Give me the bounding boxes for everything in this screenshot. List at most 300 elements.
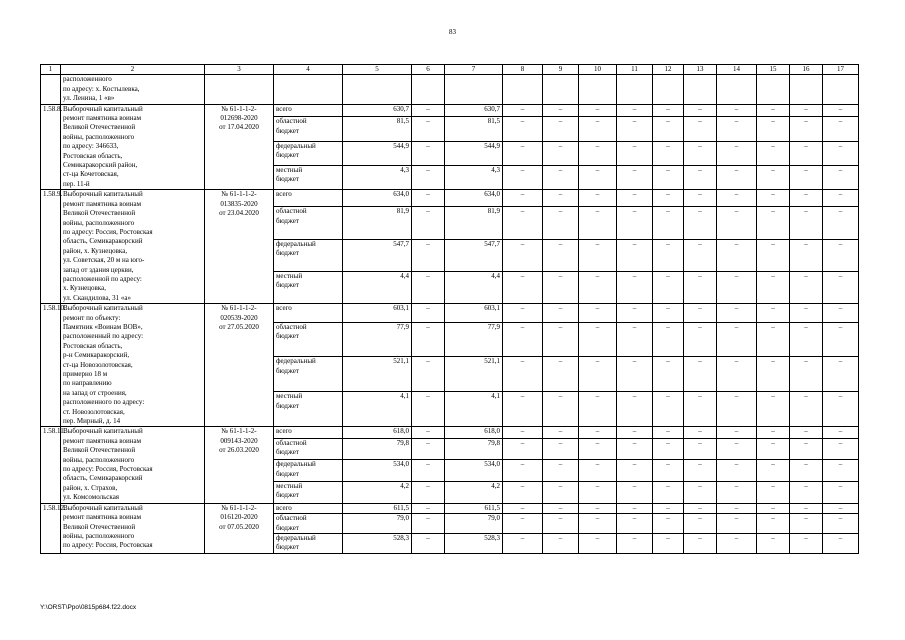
amount-year: 603,1 <box>445 304 503 322</box>
dash-cell: – <box>579 392 617 427</box>
funding-source: федеральный бюджет <box>274 357 343 392</box>
dash-cell: – <box>653 533 684 553</box>
dash-cell: – <box>717 190 757 207</box>
dash-cell: – <box>579 427 617 438</box>
dash-cell: – <box>617 438 653 460</box>
dash-cell: – <box>543 165 579 189</box>
dash-cell: – <box>684 141 717 165</box>
amount-total: 630,7 <box>343 104 412 117</box>
dash-cell: – <box>412 392 445 427</box>
dash-cell: – <box>543 357 579 392</box>
dash-cell: – <box>684 438 717 460</box>
amount-total: 4,4 <box>343 271 412 303</box>
dash-cell: – <box>653 304 684 322</box>
column-number: 15 <box>757 65 790 75</box>
amount-year: 630,7 <box>445 104 503 117</box>
dash-cell: – <box>717 322 757 357</box>
amount-total: 79,0 <box>343 514 412 534</box>
dash-cell: – <box>503 357 543 392</box>
dash-cell: – <box>653 141 684 165</box>
dash-cell: – <box>412 141 445 165</box>
dash-cell: – <box>684 165 717 189</box>
dash-cell: – <box>757 190 790 207</box>
funding-source: областной бюджет <box>274 514 343 534</box>
dash-cell: – <box>790 482 823 504</box>
dash-cell: – <box>823 438 859 460</box>
dash-cell: – <box>617 357 653 392</box>
dash-cell: – <box>684 117 717 141</box>
amount-total: 634,0 <box>343 190 412 207</box>
dash-cell: – <box>790 207 823 239</box>
dash-cell: – <box>653 503 684 513</box>
dash-cell: – <box>790 239 823 271</box>
column-number: 10 <box>579 65 617 75</box>
dash-cell: – <box>790 322 823 357</box>
continuation-row <box>41 75 859 104</box>
dash-cell: – <box>503 438 543 460</box>
item-document: № 61-1-1-2- 016120-2020 от 07.05.2020 <box>205 503 274 553</box>
amount-total: 603,1 <box>343 304 412 322</box>
dash-cell: – <box>684 503 717 513</box>
amount-total: 528,3 <box>343 533 412 553</box>
dash-cell: – <box>543 141 579 165</box>
column-number: 7 <box>445 65 503 75</box>
dash-cell: – <box>717 438 757 460</box>
dash-cell: – <box>617 117 653 141</box>
column-number: 6 <box>412 65 445 75</box>
amount-year: 618,0 <box>445 427 503 438</box>
column-number: 3 <box>205 65 274 75</box>
dash-cell: – <box>653 165 684 189</box>
dash-cell: – <box>790 117 823 141</box>
dash-cell: – <box>757 207 790 239</box>
dash-cell: – <box>503 117 543 141</box>
dash-cell: – <box>617 533 653 553</box>
amount-year: 81,5 <box>445 117 503 141</box>
item-description: Выборочный капитальный ремонт памятника воинам Великой Отечественной войны, расположенного по адресу: Россия, Ростовская область, Семикаракорский район, х. Страхов, ул. Комсомольская <box>61 427 205 503</box>
dash-cell: – <box>503 533 543 553</box>
dash-cell: – <box>579 514 617 534</box>
dash-cell: – <box>412 190 445 207</box>
dash-cell: – <box>653 239 684 271</box>
amount-year: 544,9 <box>445 141 503 165</box>
dash-cell: – <box>823 427 859 438</box>
dash-cell: – <box>412 104 445 117</box>
dash-cell: – <box>717 357 757 392</box>
dash-cell: – <box>579 271 617 303</box>
dash-cell: – <box>684 322 717 357</box>
amount-year: 611,5 <box>445 503 503 513</box>
dash-cell: – <box>503 104 543 117</box>
amount-year: 547,7 <box>445 239 503 271</box>
dash-cell: – <box>684 207 717 239</box>
dash-cell: – <box>790 503 823 513</box>
item-number: 1.58.10. <box>41 304 61 427</box>
item-document: № 61-1-1-2- 020539-2020 от 27.05.2020 <box>205 304 274 427</box>
amount-year: 4,2 <box>445 482 503 504</box>
dash-cell: – <box>757 533 790 553</box>
dash-cell: – <box>543 271 579 303</box>
item-number: 1.58.11. <box>41 427 61 503</box>
dash-cell: – <box>757 104 790 117</box>
dash-cell: – <box>684 427 717 438</box>
dash-cell: – <box>503 141 543 165</box>
dash-cell: – <box>617 392 653 427</box>
funding-source: федеральный бюджет <box>274 239 343 271</box>
dash-cell: – <box>617 482 653 504</box>
dash-cell: – <box>503 392 543 427</box>
funding-source: местный бюджет <box>274 392 343 427</box>
dash-cell: – <box>543 460 579 482</box>
amount-total: 79,8 <box>343 438 412 460</box>
dash-cell: – <box>717 165 757 189</box>
dash-cell: – <box>757 460 790 482</box>
dash-cell: – <box>653 392 684 427</box>
dash-cell: – <box>653 117 684 141</box>
dash-cell: – <box>617 190 653 207</box>
amount-total: 81,9 <box>343 207 412 239</box>
dash-cell: – <box>412 117 445 141</box>
dash-cell: – <box>790 304 823 322</box>
dash-cell: – <box>617 271 653 303</box>
table-row <box>41 190 859 207</box>
dash-cell: – <box>543 503 579 513</box>
amount-year: 4,1 <box>445 392 503 427</box>
dash-cell: – <box>653 438 684 460</box>
dash-cell: – <box>579 165 617 189</box>
dash-cell: – <box>684 104 717 117</box>
dash-cell: – <box>503 207 543 239</box>
dash-cell: – <box>823 482 859 504</box>
dash-cell: – <box>412 438 445 460</box>
dash-cell: – <box>757 427 790 438</box>
dash-cell: – <box>790 460 823 482</box>
dash-cell: – <box>757 482 790 504</box>
dash-cell: – <box>617 165 653 189</box>
funding-source: всего <box>274 503 343 513</box>
funding-source: всего <box>274 304 343 322</box>
dash-cell: – <box>790 533 823 553</box>
amount-year: 528,3 <box>445 533 503 553</box>
funding-source: областной бюджет <box>274 207 343 239</box>
dash-cell: – <box>503 165 543 189</box>
table-row <box>41 503 859 513</box>
dash-cell: – <box>617 427 653 438</box>
dash-cell: – <box>717 460 757 482</box>
dash-cell: – <box>543 392 579 427</box>
column-number: 16 <box>790 65 823 75</box>
amount-year: 77,9 <box>445 322 503 357</box>
item-description: Выборочный капитальный ремонт по объекту: Памятник «Воинам ВОВ», расположенный по адресу: Ростовская область, р-н Семикаракорский, ст-ца Новозолотовская, примерно 18 м по направлению на запад от строения, расположенного по адресу: ст. Новозолотовская, пер. Мирный, д. 14 <box>61 304 205 427</box>
page-number: 83 <box>449 28 456 36</box>
dash-cell: – <box>579 239 617 271</box>
dash-cell: – <box>412 165 445 189</box>
dash-cell: – <box>717 141 757 165</box>
dash-cell: – <box>579 190 617 207</box>
amount-year: 4,3 <box>445 165 503 189</box>
dash-cell: – <box>412 357 445 392</box>
dash-cell: – <box>823 503 859 513</box>
dash-cell: – <box>717 427 757 438</box>
dash-cell: – <box>757 271 790 303</box>
dash-cell: – <box>790 392 823 427</box>
dash-cell: – <box>412 322 445 357</box>
dash-cell: – <box>757 141 790 165</box>
amount-total: 81,5 <box>343 117 412 141</box>
dash-cell: – <box>823 104 859 117</box>
dash-cell: – <box>617 304 653 322</box>
dash-cell: – <box>684 392 717 427</box>
dash-cell: – <box>503 460 543 482</box>
dash-cell: – <box>684 482 717 504</box>
amount-year: 634,0 <box>445 190 503 207</box>
dash-cell: – <box>823 239 859 271</box>
funding-source: всего <box>274 190 343 207</box>
amount-total: 4,3 <box>343 165 412 189</box>
funding-source: федеральный бюджет <box>274 141 343 165</box>
funding-source: областной бюджет <box>274 322 343 357</box>
dash-cell: – <box>823 190 859 207</box>
dash-cell: – <box>823 460 859 482</box>
column-number: 14 <box>717 65 757 75</box>
amount-year: 4,4 <box>445 271 503 303</box>
column-number: 4 <box>274 65 343 75</box>
dash-cell: – <box>543 104 579 117</box>
dash-cell: – <box>757 514 790 534</box>
dash-cell: – <box>717 482 757 504</box>
funding-source: местный бюджет <box>274 271 343 303</box>
dash-cell: – <box>412 427 445 438</box>
dash-cell: – <box>412 460 445 482</box>
dash-cell: – <box>503 271 543 303</box>
dash-cell: – <box>412 503 445 513</box>
dash-cell: – <box>684 514 717 534</box>
dash-cell: – <box>412 482 445 504</box>
dash-cell: – <box>543 427 579 438</box>
column-number: 17 <box>823 65 859 75</box>
dash-cell: – <box>790 438 823 460</box>
amount-total: 4,2 <box>343 482 412 504</box>
dash-cell: – <box>653 427 684 438</box>
dash-cell: – <box>503 190 543 207</box>
dash-cell: – <box>543 482 579 504</box>
item-document: № 61-1-1-2- 009143-2020 от 26.03.2020 <box>205 427 274 503</box>
column-number: 1 <box>41 65 61 75</box>
item-document: № 61-1-1-2- 013835-2020 от 23.04.2020 <box>205 190 274 304</box>
dash-cell: – <box>412 271 445 303</box>
dash-cell: – <box>757 503 790 513</box>
dash-cell: – <box>684 533 717 553</box>
dash-cell: – <box>412 207 445 239</box>
dash-cell: – <box>579 117 617 141</box>
dash-cell: – <box>790 165 823 189</box>
dash-cell: – <box>412 239 445 271</box>
dash-cell: – <box>717 271 757 303</box>
dash-cell: – <box>757 357 790 392</box>
funding-source: областной бюджет <box>274 117 343 141</box>
dash-cell: – <box>617 460 653 482</box>
dash-cell: – <box>653 190 684 207</box>
dash-cell: – <box>684 357 717 392</box>
amount-total: 521,1 <box>343 357 412 392</box>
dash-cell: – <box>503 239 543 271</box>
column-number: 9 <box>543 65 579 75</box>
dash-cell: – <box>503 482 543 504</box>
dash-cell: – <box>684 271 717 303</box>
dash-cell: – <box>823 165 859 189</box>
dash-cell: – <box>717 503 757 513</box>
dash-cell: – <box>823 514 859 534</box>
dash-cell: – <box>757 239 790 271</box>
dash-cell: – <box>653 271 684 303</box>
dash-cell: – <box>653 104 684 117</box>
dash-cell: – <box>412 304 445 322</box>
dash-cell: – <box>653 460 684 482</box>
column-number-row <box>41 65 859 75</box>
item-description: Выборочный капитальный ремонт памятника воинам Великой Отечественной войны, расположенного по адресу: Россия, Ростовская область, Семикаракорский район, х. Кузнецовка, ул. Советская, 20 м на юго- запад от здания церкви, расположенной по адресу: х. Кузнецовка, ул. Скандилова, 31 «а» <box>61 190 205 304</box>
dash-cell: – <box>823 117 859 141</box>
dash-cell: – <box>717 514 757 534</box>
dash-cell: – <box>717 104 757 117</box>
dash-cell: – <box>757 438 790 460</box>
column-number: 2 <box>61 65 205 75</box>
dash-cell: – <box>823 271 859 303</box>
dash-cell: – <box>543 514 579 534</box>
amount-year: 534,0 <box>445 460 503 482</box>
dash-cell: – <box>684 304 717 322</box>
dash-cell: – <box>617 207 653 239</box>
dash-cell: – <box>579 482 617 504</box>
dash-cell: – <box>790 190 823 207</box>
dash-cell: – <box>543 322 579 357</box>
dash-cell: – <box>823 392 859 427</box>
dash-cell: – <box>757 322 790 357</box>
dash-cell: – <box>543 438 579 460</box>
amount-total: 544,9 <box>343 141 412 165</box>
dash-cell: – <box>579 207 617 239</box>
column-number: 13 <box>684 65 717 75</box>
dash-cell: – <box>543 207 579 239</box>
dash-cell: – <box>579 141 617 165</box>
dash-cell: – <box>617 322 653 357</box>
dash-cell: – <box>412 514 445 534</box>
dash-cell: – <box>653 482 684 504</box>
column-number: 11 <box>617 65 653 75</box>
funding-source: областной бюджет <box>274 438 343 460</box>
dash-cell: – <box>790 141 823 165</box>
item-number: 1.58.8. <box>41 104 61 190</box>
dash-cell: – <box>412 533 445 553</box>
dash-cell: – <box>579 104 617 117</box>
budget-table <box>40 64 859 554</box>
item-description: расположенного по адресу: х. Костылевка, ул. Ленина, 1 «в» <box>61 75 205 104</box>
column-number: 12 <box>653 65 684 75</box>
dash-cell: – <box>579 503 617 513</box>
dash-cell: – <box>790 357 823 392</box>
dash-cell: – <box>823 357 859 392</box>
dash-cell: – <box>617 514 653 534</box>
dash-cell: – <box>617 503 653 513</box>
amount-total: 547,7 <box>343 239 412 271</box>
funding-source: федеральный бюджет <box>274 460 343 482</box>
dash-cell: – <box>579 533 617 553</box>
dash-cell: – <box>617 239 653 271</box>
dash-cell: – <box>653 322 684 357</box>
item-description: Выборочный капитальный ремонт памятника воинам Великой Отечественной войны, расположенного по адресу: Россия, Ростовская <box>61 503 205 553</box>
dash-cell: – <box>823 141 859 165</box>
dash-cell: – <box>790 427 823 438</box>
dash-cell: – <box>790 514 823 534</box>
funding-source: местный бюджет <box>274 482 343 504</box>
dash-cell: – <box>684 239 717 271</box>
amount-total: 77,9 <box>343 322 412 357</box>
item-description: Выборочный капитальный ремонт памятника воинам Великой Отечественной войны, расположенного по адресу: 346633, Ростовская область, Семикаракорский район, ст-ца Кочетовская, пер. 11-й <box>61 104 205 190</box>
amount-total: 611,5 <box>343 503 412 513</box>
dash-cell: – <box>653 207 684 239</box>
column-number: 8 <box>503 65 543 75</box>
funding-source: местный бюджет <box>274 165 343 189</box>
dash-cell: – <box>543 117 579 141</box>
dash-cell: – <box>617 104 653 117</box>
amount-total: 534,0 <box>343 460 412 482</box>
dash-cell: – <box>579 304 617 322</box>
dash-cell: – <box>503 514 543 534</box>
dash-cell: – <box>579 460 617 482</box>
dash-cell: – <box>823 322 859 357</box>
amount-year: 79,8 <box>445 438 503 460</box>
dash-cell: – <box>503 503 543 513</box>
dash-cell: – <box>717 239 757 271</box>
dash-cell: – <box>823 533 859 553</box>
dash-cell: – <box>790 271 823 303</box>
column-number: 5 <box>343 65 412 75</box>
amount-year: 521,1 <box>445 357 503 392</box>
dash-cell: – <box>579 438 617 460</box>
amount-year: 81,9 <box>445 207 503 239</box>
dash-cell: – <box>503 322 543 357</box>
amount-total: 4,1 <box>343 392 412 427</box>
dash-cell: – <box>543 304 579 322</box>
item-number: 1.58.9. <box>41 190 61 304</box>
item-document: № 61-1-1-2- 012698-2020 от 17.04.2020 <box>205 104 274 190</box>
dash-cell: – <box>503 427 543 438</box>
dash-cell: – <box>653 357 684 392</box>
file-path-footer: Y:\ORST\Ppo\0815p684.f22.docx <box>40 604 137 611</box>
dash-cell: – <box>579 322 617 357</box>
amount-year: 79,0 <box>445 514 503 534</box>
dash-cell: – <box>579 357 617 392</box>
dash-cell: – <box>757 304 790 322</box>
funding-source: всего <box>274 427 343 438</box>
dash-cell: – <box>717 533 757 553</box>
dash-cell: – <box>543 239 579 271</box>
dash-cell: – <box>823 207 859 239</box>
dash-cell: – <box>684 190 717 207</box>
dash-cell: – <box>617 141 653 165</box>
table-row <box>41 304 859 322</box>
dash-cell: – <box>757 392 790 427</box>
dash-cell: – <box>790 104 823 117</box>
dash-cell: – <box>757 117 790 141</box>
dash-cell: – <box>543 533 579 553</box>
dash-cell: – <box>823 304 859 322</box>
table-row <box>41 104 859 117</box>
dash-cell: – <box>503 304 543 322</box>
funding-source: всего <box>274 104 343 117</box>
dash-cell: – <box>757 165 790 189</box>
amount-total: 618,0 <box>343 427 412 438</box>
dash-cell: – <box>684 460 717 482</box>
